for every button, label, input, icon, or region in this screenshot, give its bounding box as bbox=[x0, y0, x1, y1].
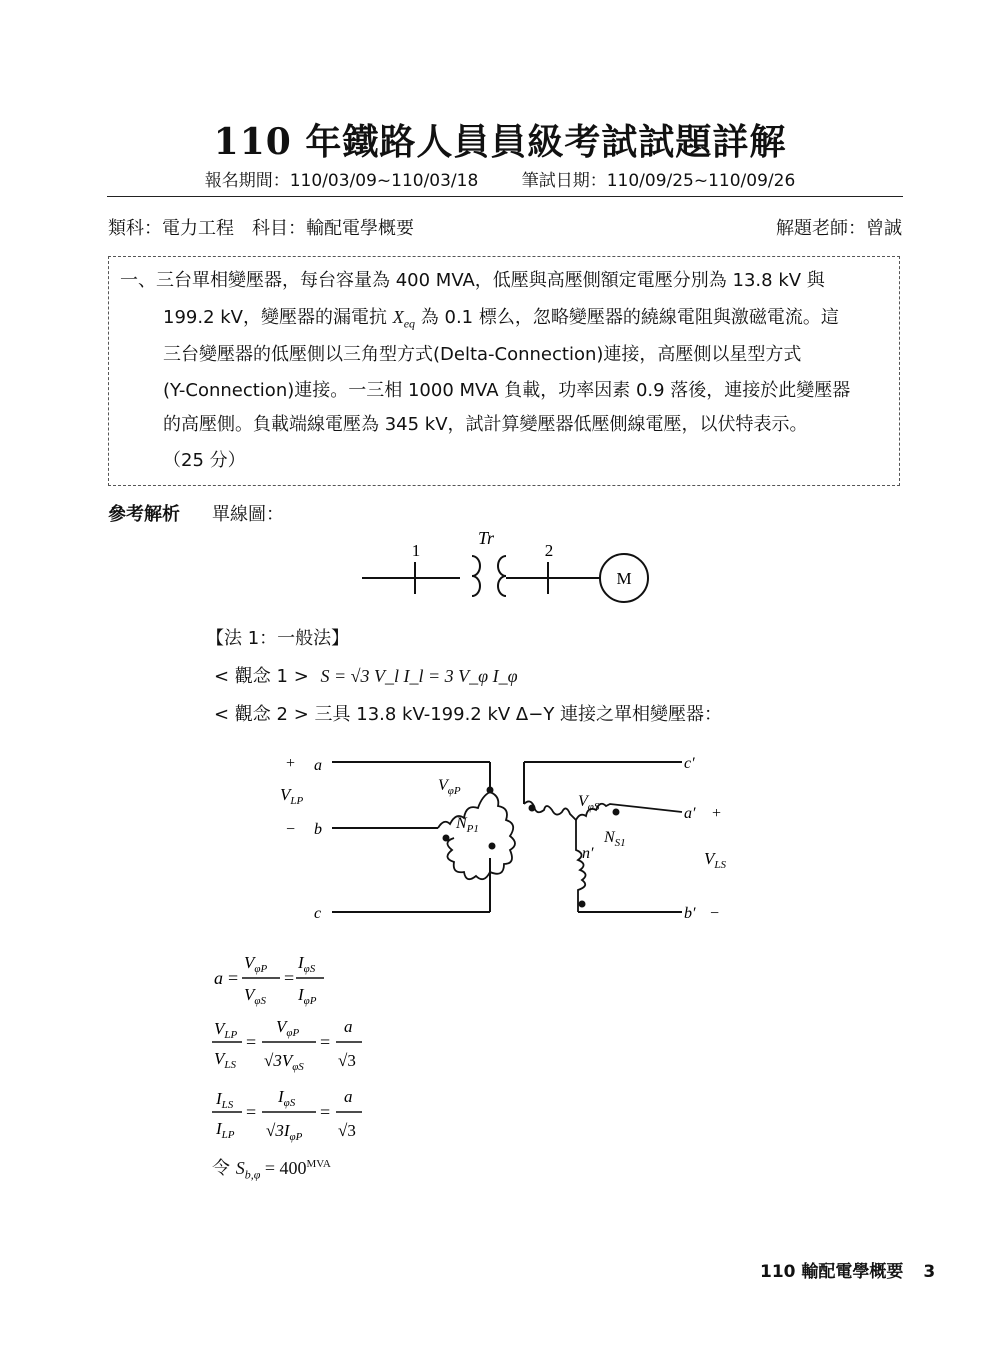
exam-dates bbox=[0, 166, 1000, 191]
eq1-den2: $I_{\varphi P}$ bbox=[298, 985, 317, 1007]
eq3-den3: √3 bbox=[338, 1121, 356, 1140]
transformer-secondary-coil bbox=[498, 556, 506, 596]
transformer-label: Tr bbox=[477, 528, 495, 548]
label-vls: $V_{LS}$ bbox=[704, 849, 727, 871]
question-line-4: (Y-Connection)連接。一三相 1000 MVA 負載，功率因素 0.9 落後，連接於此變壓器 bbox=[163, 380, 851, 401]
eq1-equals-1: = bbox=[228, 968, 239, 988]
eq2-num3: a bbox=[344, 1017, 353, 1036]
polarity-dot-1 bbox=[443, 835, 450, 842]
eq3-num2: $I_{\varphi S}$ bbox=[278, 1087, 296, 1109]
question-line-2: 199.2 kV，變壓器的漏電抗 $X_{eq}$ 為 0.1 標么，忽略變壓器的繞線電阻與激磁電流。這 bbox=[163, 307, 839, 331]
concept-1-equation: S = √3 V_l I_l = 3 V_φ I_φ bbox=[320, 666, 518, 686]
motor-label: M bbox=[616, 569, 632, 588]
eq2-den3: √3 bbox=[338, 1051, 356, 1070]
polarity-dot-3 bbox=[489, 843, 496, 850]
teacher-line: 解題老師：曾誠 bbox=[776, 218, 902, 239]
registration-period: 報名期間：110/03/09~110/03/18 bbox=[204, 171, 479, 191]
polarity-dot-2 bbox=[487, 787, 494, 794]
eq2-num2: $V_{\varphi P}$ bbox=[276, 1017, 300, 1039]
eq1-num1: $V_{\varphi P}$ bbox=[244, 953, 268, 975]
delta-winding bbox=[438, 792, 515, 879]
label-c-prime: c′ bbox=[684, 755, 695, 772]
eq3-equals-1: = bbox=[246, 1102, 257, 1122]
eq3-num3: a bbox=[344, 1087, 353, 1106]
question-line-5: 的高壓側。負載端線電壓為 345 kV，試計算變壓器低壓側線電壓，以伏特表示。 bbox=[163, 414, 808, 435]
minus-right: − bbox=[710, 905, 720, 922]
eq3-den1: $I_{LP}$ bbox=[216, 1119, 235, 1141]
delta-wye-diagram bbox=[270, 748, 750, 934]
footer bbox=[760, 1257, 935, 1282]
eq1-num2: $I_{\varphi S}$ bbox=[298, 953, 316, 975]
eq2-den2: $√3V_{\varphi S}$ bbox=[264, 1051, 304, 1073]
method-heading: 【法 1：一般法】 bbox=[206, 628, 350, 649]
page-title: 110 年鐵路人員員級考試試題詳解 bbox=[213, 121, 787, 163]
base-power-statement: 令 $S_{b,\varphi} = 400^{MVA}$ bbox=[212, 1158, 331, 1182]
bus-1-label: 1 bbox=[411, 541, 421, 560]
single-line-diagram bbox=[360, 522, 660, 612]
minus-left: − bbox=[286, 821, 296, 838]
concept-2: < 觀念 2 > 三具 13.8 kV-199.2 kV Δ−Y 連接之單相變壓器： bbox=[214, 704, 723, 725]
eq2-equals-1: = bbox=[246, 1032, 257, 1052]
question-score: （25 分） bbox=[163, 450, 246, 471]
label-vphip: $V_{\varphi P}$ bbox=[438, 777, 461, 797]
eq1-den1: $V_{\varphi S}$ bbox=[244, 985, 266, 1007]
eq2-equals-2: = bbox=[320, 1032, 331, 1052]
bus-2-label: 2 bbox=[544, 541, 554, 560]
question-line-1: 一、三台單相變壓器，每台容量為 400 MVA，低壓與高壓側額定電壓分別為 13.8 kV 與 bbox=[120, 270, 825, 291]
label-b-prime: b′ bbox=[684, 905, 696, 922]
label-vlp: $V_{LP}$ bbox=[280, 785, 304, 807]
polarity-dot-6 bbox=[579, 901, 586, 908]
footer-text: 110 輸配電學概要 bbox=[760, 1262, 904, 1282]
eq3-num1: $I_{LS}$ bbox=[216, 1089, 234, 1111]
written-exam-date: 筆試日期：110/09/25~110/09/26 bbox=[521, 171, 796, 191]
polarity-dot-5 bbox=[613, 809, 620, 816]
single-line-heading: 單線圖： bbox=[212, 504, 284, 525]
wye-winding-bottom bbox=[576, 820, 586, 912]
page-number: 3 bbox=[923, 1262, 936, 1282]
plus-right: + bbox=[712, 805, 722, 822]
polarity-dot-4 bbox=[529, 805, 536, 812]
label-c: c bbox=[314, 905, 322, 922]
label-vphis: $V_{\varphi S}$ bbox=[578, 793, 600, 813]
question-line-3: 三台變壓器的低壓側以三角型方式(Delta-Connection)連接，高壓側以星型方式 bbox=[163, 344, 802, 365]
concept-1: < 觀念 1 > S = √3 V_l I_l = 3 V_φ I_φ bbox=[214, 666, 518, 687]
subject-line: 類科：電力工程 科目：輸配電學概要 bbox=[108, 218, 414, 239]
transformer-primary-coil bbox=[472, 556, 480, 596]
ratio-equations bbox=[210, 950, 410, 1150]
label-ns1: $N_{S1}$ bbox=[604, 829, 626, 849]
header-divider bbox=[107, 196, 903, 197]
label-b: b bbox=[314, 821, 322, 838]
label-a-prime: a′ bbox=[684, 805, 696, 822]
answer-heading: 參考解析 bbox=[108, 504, 180, 525]
eq2-num1: $V_{LP}$ bbox=[214, 1019, 238, 1041]
eq3-den2: $√3I_{\varphi P}$ bbox=[266, 1121, 303, 1143]
eq1-equals-2: = bbox=[284, 968, 295, 988]
label-n-prime: n′ bbox=[582, 845, 594, 862]
eq3-equals-2: = bbox=[320, 1102, 331, 1122]
plus-left: + bbox=[286, 755, 296, 772]
label-a: a bbox=[314, 757, 322, 774]
label-np1: $N_{P1}$ bbox=[456, 815, 479, 835]
eq2-den1: $V_{LS}$ bbox=[214, 1049, 237, 1071]
eq1-a: a bbox=[214, 968, 223, 988]
